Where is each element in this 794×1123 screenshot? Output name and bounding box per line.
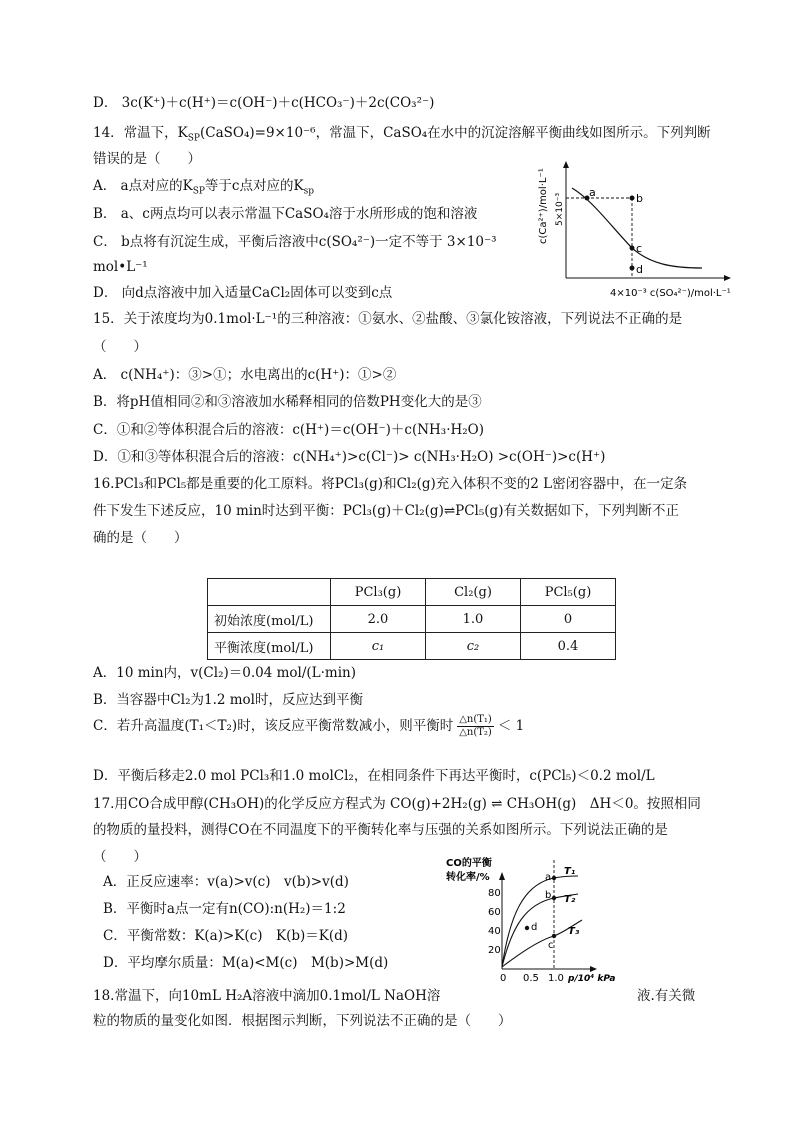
curve-label-t3: T₃ bbox=[568, 926, 580, 937]
q17-conversion-figure bbox=[444, 854, 624, 986]
q14-option-b: B． a、c两点均可以表示常温下CaSO₄溶于水所形成的饱和溶液 bbox=[93, 206, 478, 222]
table-header-row bbox=[208, 579, 616, 606]
q15-option-a: A． c(NH₄⁺)：③>①；水电离出的c(H⁺)：①>② bbox=[93, 367, 397, 383]
table-cell: c₁ bbox=[331, 633, 426, 660]
point-d bbox=[525, 926, 529, 930]
table-header-cell bbox=[208, 579, 331, 606]
q15-option-d: D．①和③等体积混合后的溶液：c(NH₄⁺)>c(Cl⁻)> c(NH₃·H₂O) >c(OH⁻)>c(H⁺) bbox=[93, 449, 606, 465]
y-tick-label: 5×10⁻³ bbox=[555, 192, 565, 226]
point-b bbox=[552, 896, 556, 900]
q14-stem-line1: 14．常温下，$K_{SP}(CaSO_4)=9\times 10^{-6}$，常温下，CaSO₄在水中的沉淀溶解平衡曲线如图所示。下列判断 bbox=[93, 125, 711, 144]
x-tick-0: 0 bbox=[500, 973, 507, 984]
point-a-label: a bbox=[589, 186, 596, 199]
point-c-label: c bbox=[548, 940, 554, 951]
table-row bbox=[208, 606, 616, 633]
point-c bbox=[630, 246, 635, 251]
curve-label-t1: T₁ bbox=[564, 866, 576, 877]
x-tick-0.5: 0.5 bbox=[523, 973, 539, 984]
y-axis-label: c(Ca²⁺)/mol·L⁻¹ bbox=[538, 168, 549, 244]
q16-stem-line1: 16.PCl₃和PCl₅都是重要的化工原料。将PCl₃(g)和Cl₂(g)充入体积不变的2 L密闭容器中，在一定条 bbox=[93, 476, 688, 492]
q18-stem-line1b: 液.有关微 bbox=[637, 988, 696, 1004]
x-tick-1.0: 1.0 bbox=[548, 973, 564, 984]
y-tick-40: 40 bbox=[488, 926, 501, 937]
point-b-label: b bbox=[545, 890, 552, 901]
q13-option-d: D． 3c(K⁺)＋c(H⁺)＝c(OH⁻)＋c(HCO₃⁻)＋2c(CO₃²⁻) bbox=[93, 95, 435, 111]
q17-option-b: B．平衡时a点一定有n(CO):n(H₂)＝1:2 bbox=[103, 901, 346, 917]
point-c-label: c bbox=[636, 242, 643, 255]
table-cell: 0.4 bbox=[521, 633, 616, 660]
y-tick-60: 60 bbox=[488, 907, 501, 918]
q17-stem-line2: 的物质的量投料，测得CO在不同温度下的平衡转化率与压强的关系如图所示。下列说法正确的是 bbox=[93, 822, 668, 838]
q14-option-c-line2: mol•L⁻¹ bbox=[93, 259, 148, 275]
table-header-cell: PCl₃(g) bbox=[331, 579, 426, 606]
y-tick-80: 80 bbox=[488, 888, 501, 899]
q14-stem-line2: 错误的是（ ） bbox=[93, 151, 201, 167]
table-cell: 2.0 bbox=[331, 606, 426, 633]
q14-option-c-line1: C． b点将有沉淀生成，平衡后溶液中c(SO₄²⁻)一定不等于 3×10⁻³ bbox=[93, 234, 497, 250]
q16-option-b: B．当容器中Cl₂为1.2 mol时，反应达到平衡 bbox=[93, 692, 363, 708]
table-cell: 初始浓度(mol/L) bbox=[208, 606, 331, 633]
q16-option-a: A．10 min内，v(Cl₂)＝0.04 mol/(L·min) bbox=[93, 665, 356, 681]
point-d bbox=[630, 266, 635, 271]
point-d-label: d bbox=[636, 263, 643, 276]
q14-option-a: A． a点对应的$K_{SP}$等于c点对应的$K_{sp}$ bbox=[93, 178, 314, 197]
q17-option-d: D．平均摩尔质量：M(a)<M(c) M(b)>M(d) bbox=[103, 955, 389, 971]
point-a bbox=[552, 876, 556, 880]
q15-stem-line2: （ ） bbox=[93, 339, 147, 355]
x-axis-label: 4×10⁻³ c(SO₄²⁻)/mol·L⁻¹ bbox=[610, 288, 731, 299]
curve-label-t2: T₂ bbox=[564, 894, 576, 905]
point-b-label: b bbox=[636, 192, 643, 205]
y-axis-label-1: CO的平衡 bbox=[446, 858, 492, 869]
table-cell: 平衡浓度(mol/L) bbox=[208, 633, 331, 660]
q17-stem-line1: 17.用CO合成甲醇(CH₃OH)的化学反应方程式为 CO(g)+2H₂(g) ⇌ CH₃OH(g) ΔH＜0。按照相同 bbox=[93, 796, 701, 812]
q17-option-a: A．正反应速率：v(a)>v(c) v(b)>v(d) bbox=[103, 874, 349, 890]
x-axis-label: p/10⁴ kPa bbox=[568, 974, 616, 984]
q15-option-b: B．将pH值相同②和③溶液加水稀释相同的倍数PH变化大的是③ bbox=[93, 394, 482, 410]
table-cell: 1.0 bbox=[426, 606, 521, 633]
q16-stem-line3: 确的是（ ） bbox=[93, 530, 188, 546]
q15-stem-line1: 15．关于浓度均为0.1mol·L⁻¹的三种溶液：①氨水、②盐酸、③氯化铵溶液，下列说法不正确的是 bbox=[93, 311, 683, 327]
y-tick-20: 20 bbox=[488, 945, 501, 956]
q17-stem-line3: （ ） bbox=[93, 849, 147, 865]
q14-solubility-figure bbox=[532, 160, 748, 300]
curve-t1 bbox=[502, 876, 578, 967]
q16-stem-line2: 件下发生下述反应，10 min时达到平衡：PCl₃(g)＋Cl₂(g)⇌PCl₅(g)有关数据如下，下列判断不正 bbox=[93, 503, 679, 519]
fraction: $\frac{\text{△n(T₁)}}{\text{△n(T₂)}}$ bbox=[459, 714, 492, 738]
q16-option-d: D．平衡后移走2.0 mol PCl₃和1.0 molCl₂，在相同条件下再达平衡时，c(PCl₅)＜0.2 mol/L bbox=[93, 768, 655, 784]
q15-option-c: C．①和②等体积混合后的溶液：c(H⁺)＝c(OH⁻)＋c(NH₃·H₂O) bbox=[93, 422, 485, 438]
table-header-cell: PCl₅(g) bbox=[521, 579, 616, 606]
q18-stem-line2: 粒的物质的量变化如图．根据图示判断，下列说法不正确的是（ ） bbox=[93, 1013, 512, 1029]
table-header-cell: Cl₂(g) bbox=[426, 579, 521, 606]
q16-data-table bbox=[207, 578, 616, 660]
y-axis-label-2: 转化率/% bbox=[446, 872, 490, 883]
q17-option-c: C．平衡常数：K(a)>K(c) K(b)＝K(d) bbox=[103, 928, 349, 944]
point-d-label: d bbox=[531, 922, 538, 933]
table-cell: 0 bbox=[521, 606, 616, 633]
point-c bbox=[552, 934, 556, 938]
table-row bbox=[208, 633, 616, 660]
q16-option-c: C．若升高温度(T₁＜T₂)时，该反应平衡常数减小，则平衡时 $\frac{\text{△n(T₁)}}{\text{△n(T₂)}}$ ＜ 1 bbox=[93, 714, 525, 738]
q18-stem-line1a: 18.常温下，向10mL H₂A溶液中滴加0.1mol/L NaOH溶 bbox=[93, 988, 441, 1004]
point-a-label: a bbox=[545, 872, 552, 883]
table-cell: c₂ bbox=[426, 633, 521, 660]
q14-option-d: D． 向d点溶液中加入适量CaCl₂固体可以变到c点 bbox=[93, 285, 393, 301]
point-b bbox=[630, 196, 635, 201]
